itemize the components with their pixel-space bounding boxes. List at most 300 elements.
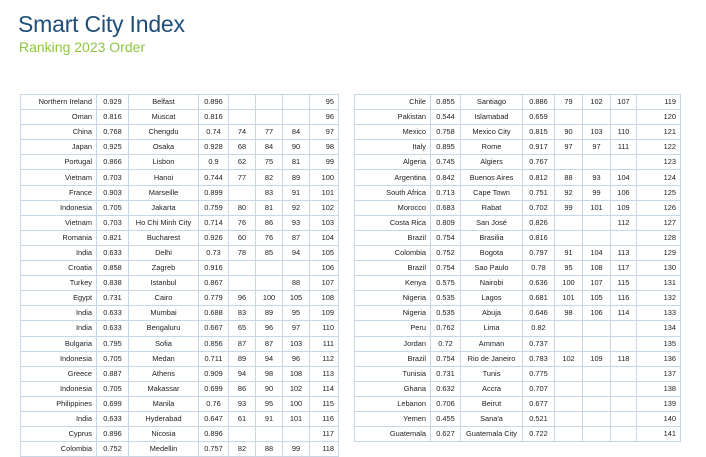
- score-a-cell: [555, 110, 583, 125]
- city-index-cell: 0.699: [199, 381, 229, 396]
- country-cell: Indonesia: [21, 351, 97, 366]
- score-b-cell: 95: [256, 396, 283, 411]
- table-row: [21, 215, 339, 230]
- city-cell: Bengaluru: [129, 321, 199, 336]
- table-row: [355, 291, 681, 306]
- rank-cell: 136: [637, 351, 681, 366]
- city-cell: Sao Paulo: [461, 261, 523, 276]
- city-index-cell: 0.76: [199, 396, 229, 411]
- score-a-cell: [229, 185, 256, 200]
- score-a-cell: [555, 155, 583, 170]
- country-cell: China: [21, 125, 97, 140]
- rank-cell: 106: [310, 261, 339, 276]
- country-index-cell: 0.705: [97, 200, 129, 215]
- country-index-cell: 0.705: [97, 351, 129, 366]
- score-a-cell: [555, 321, 583, 336]
- country-cell: Philippines: [21, 396, 97, 411]
- country-cell: Lebanon: [355, 396, 431, 411]
- ranking-table-left: [20, 94, 339, 457]
- score-a-cell: 98: [555, 306, 583, 321]
- city-cell: Mexico City: [461, 125, 523, 140]
- country-index-cell: 0.455: [431, 411, 461, 426]
- country-index-cell: 0.896: [97, 427, 129, 442]
- city-index-cell: 0.707: [523, 381, 555, 396]
- score-c-cell: 90: [283, 140, 310, 155]
- city-cell: San José: [461, 215, 523, 230]
- rank-cell: 104: [310, 230, 339, 245]
- table-row: [355, 185, 681, 200]
- table-row: [355, 95, 681, 110]
- table-row: [355, 170, 681, 185]
- score-a-cell: 88: [555, 170, 583, 185]
- country-index-cell: 0.535: [431, 291, 461, 306]
- rank-cell: 115: [310, 396, 339, 411]
- rank-cell: 131: [637, 276, 681, 291]
- city-cell: Chengdu: [129, 125, 199, 140]
- city-cell: Brasilia: [461, 230, 523, 245]
- rank-cell: 120: [637, 110, 681, 125]
- rank-cell: 108: [310, 291, 339, 306]
- country-index-cell: 0.699: [97, 396, 129, 411]
- score-c-cell: [283, 261, 310, 276]
- city-index-cell: 0.816: [199, 110, 229, 125]
- country-index-cell: 0.809: [431, 215, 461, 230]
- table-row: [355, 245, 681, 260]
- rank-cell: 125: [637, 185, 681, 200]
- city-index-cell: 0.867: [199, 276, 229, 291]
- rank-cell: 96: [310, 110, 339, 125]
- table-row: [21, 427, 339, 442]
- city-index-cell: 0.896: [199, 95, 229, 110]
- city-cell: Sana'a: [461, 411, 523, 426]
- city-index-cell: 0.759: [199, 200, 229, 215]
- country-cell: India: [21, 411, 97, 426]
- table-row: [355, 200, 681, 215]
- score-b-cell: 94: [256, 351, 283, 366]
- score-b-cell: 88: [256, 442, 283, 457]
- city-index-cell: 0.896: [199, 427, 229, 442]
- table-row: [355, 336, 681, 351]
- table-row: [355, 306, 681, 321]
- score-b-cell: [256, 276, 283, 291]
- country-cell: Romania: [21, 230, 97, 245]
- table-row: [21, 396, 339, 411]
- rank-cell: 99: [310, 155, 339, 170]
- score-c-cell: 108: [283, 366, 310, 381]
- city-cell: Manila: [129, 396, 199, 411]
- city-cell: Ho Chi Minh City: [129, 215, 199, 230]
- rank-cell: 102: [310, 200, 339, 215]
- table-row: [21, 351, 339, 366]
- score-a-cell: 95: [555, 261, 583, 276]
- country-index-cell: 0.866: [97, 155, 129, 170]
- score-b-cell: [256, 261, 283, 276]
- city-cell: Athens: [129, 366, 199, 381]
- score-a-cell: 89: [229, 351, 256, 366]
- city-cell: Rio de Janeiro: [461, 351, 523, 366]
- city-cell: Hanoi: [129, 170, 199, 185]
- table-row: [21, 245, 339, 260]
- score-b-cell: 83: [256, 185, 283, 200]
- country-cell: India: [21, 306, 97, 321]
- score-c-cell: [611, 396, 637, 411]
- score-b-cell: [583, 396, 611, 411]
- city-cell: Amman: [461, 336, 523, 351]
- city-index-cell: 0.917: [523, 140, 555, 155]
- table-row: [355, 140, 681, 155]
- country-cell: Turkey: [21, 276, 97, 291]
- city-cell: Rome: [461, 140, 523, 155]
- rank-cell: 121: [637, 125, 681, 140]
- score-a-cell: [555, 215, 583, 230]
- city-index-cell: 0.737: [523, 336, 555, 351]
- score-b-cell: 106: [583, 306, 611, 321]
- city-index-cell: 0.816: [523, 230, 555, 245]
- score-b-cell: [256, 95, 283, 110]
- table-row: [21, 276, 339, 291]
- score-c-cell: 101: [283, 411, 310, 426]
- table-row: [355, 261, 681, 276]
- score-c-cell: 118: [611, 351, 637, 366]
- city-cell: Santiago: [461, 95, 523, 110]
- city-index-cell: 0.78: [523, 261, 555, 276]
- country-cell: Costa Rica: [355, 215, 431, 230]
- rank-cell: 113: [310, 366, 339, 381]
- country-index-cell: 0.762: [431, 321, 461, 336]
- score-c-cell: [611, 411, 637, 426]
- rank-cell: 124: [637, 170, 681, 185]
- country-index-cell: 0.754: [431, 351, 461, 366]
- country-index-cell: 0.754: [431, 230, 461, 245]
- city-cell: Rabat: [461, 200, 523, 215]
- rank-cell: 127: [637, 215, 681, 230]
- page-subtitle: Ranking 2023 Order: [19, 39, 146, 55]
- city-cell: Bucharest: [129, 230, 199, 245]
- rank-cell: 126: [637, 200, 681, 215]
- country-index-cell: 0.752: [97, 442, 129, 457]
- score-b-cell: 82: [256, 170, 283, 185]
- city-cell: Delhi: [129, 245, 199, 260]
- rank-cell: 114: [310, 381, 339, 396]
- score-c-cell: 110: [611, 125, 637, 140]
- score-a-cell: [229, 95, 256, 110]
- country-index-cell: 0.855: [431, 95, 461, 110]
- city-index-cell: 0.647: [199, 411, 229, 426]
- score-b-cell: 101: [583, 200, 611, 215]
- score-a-cell: 91: [555, 245, 583, 260]
- country-cell: Nigeria: [355, 306, 431, 321]
- score-c-cell: [611, 155, 637, 170]
- city-index-cell: 0.812: [523, 170, 555, 185]
- table-row: [355, 351, 681, 366]
- score-a-cell: 102: [555, 351, 583, 366]
- score-c-cell: [283, 110, 310, 125]
- score-c-cell: 94: [283, 245, 310, 260]
- score-a-cell: [555, 396, 583, 411]
- city-index-cell: 0.928: [199, 140, 229, 155]
- country-cell: Colombia: [21, 442, 97, 457]
- table-row: [355, 110, 681, 125]
- table-row: [21, 381, 339, 396]
- city-cell: Medan: [129, 351, 199, 366]
- table-row: [21, 140, 339, 155]
- score-c-cell: 117: [611, 261, 637, 276]
- city-cell: Nicosia: [129, 427, 199, 442]
- score-b-cell: 97: [583, 140, 611, 155]
- country-index-cell: 0.633: [97, 321, 129, 336]
- country-index-cell: 0.575: [431, 276, 461, 291]
- table-row: [355, 276, 681, 291]
- city-index-cell: 0.711: [199, 351, 229, 366]
- score-c-cell: 113: [611, 245, 637, 260]
- country-index-cell: 0.683: [431, 200, 461, 215]
- score-b-cell: 90: [256, 381, 283, 396]
- city-cell: Guatemala City: [461, 427, 523, 442]
- score-c-cell: [611, 366, 637, 381]
- country-cell: Algeria: [355, 155, 431, 170]
- score-a-cell: 78: [229, 245, 256, 260]
- country-cell: Tunisia: [355, 366, 431, 381]
- score-a-cell: [555, 411, 583, 426]
- table-row: [355, 321, 681, 336]
- score-c-cell: [283, 427, 310, 442]
- country-index-cell: 0.758: [431, 125, 461, 140]
- table-row: [21, 230, 339, 245]
- ranking-table-left-body: [21, 95, 339, 457]
- city-cell: Lisbon: [129, 155, 199, 170]
- score-c-cell: [611, 230, 637, 245]
- score-a-cell: [555, 336, 583, 351]
- rank-cell: 134: [637, 321, 681, 336]
- city-index-cell: 0.74: [199, 125, 229, 140]
- country-cell: Argentina: [355, 170, 431, 185]
- score-a-cell: 87: [229, 336, 256, 351]
- rank-cell: 97: [310, 125, 339, 140]
- city-cell: Beirut: [461, 396, 523, 411]
- rank-cell: 101: [310, 185, 339, 200]
- city-cell: Sofia: [129, 336, 199, 351]
- city-index-cell: 0.667: [199, 321, 229, 336]
- city-cell: Lima: [461, 321, 523, 336]
- score-b-cell: [256, 110, 283, 125]
- city-index-cell: 0.909: [199, 366, 229, 381]
- rank-cell: 98: [310, 140, 339, 155]
- rank-cell: 111: [310, 336, 339, 351]
- city-cell: Nairobi: [461, 276, 523, 291]
- score-a-cell: 62: [229, 155, 256, 170]
- city-index-cell: 0.646: [523, 306, 555, 321]
- ranking-table-right: [354, 94, 681, 442]
- score-a-cell: 96: [229, 291, 256, 306]
- score-c-cell: [611, 110, 637, 125]
- ranking-table-right-body: [355, 95, 681, 442]
- score-b-cell: 76: [256, 230, 283, 245]
- city-cell: Cape Town: [461, 185, 523, 200]
- rank-cell: 105: [310, 245, 339, 260]
- table-row: [21, 170, 339, 185]
- score-c-cell: 84: [283, 125, 310, 140]
- city-index-cell: 0.779: [199, 291, 229, 306]
- rank-cell: 103: [310, 215, 339, 230]
- country-cell: Brazil: [355, 261, 431, 276]
- country-cell: Croatia: [21, 261, 97, 276]
- country-index-cell: 0.633: [97, 245, 129, 260]
- score-b-cell: 109: [583, 351, 611, 366]
- country-cell: Chile: [355, 95, 431, 110]
- table-row: [21, 321, 339, 336]
- country-index-cell: 0.703: [97, 170, 129, 185]
- score-c-cell: 106: [611, 185, 637, 200]
- score-c-cell: 81: [283, 155, 310, 170]
- score-a-cell: [555, 381, 583, 396]
- country-cell: Morocco: [355, 200, 431, 215]
- score-c-cell: 96: [283, 351, 310, 366]
- score-c-cell: 112: [611, 215, 637, 230]
- score-a-cell: 93: [229, 396, 256, 411]
- city-index-cell: 0.767: [523, 155, 555, 170]
- table-row: [21, 261, 339, 276]
- table-row: [21, 366, 339, 381]
- table-row: [21, 185, 339, 200]
- city-cell: Bogota: [461, 245, 523, 260]
- score-c-cell: 103: [283, 336, 310, 351]
- city-cell: Cairo: [129, 291, 199, 306]
- table-row: [21, 306, 339, 321]
- rank-cell: 133: [637, 306, 681, 321]
- score-b-cell: 84: [256, 140, 283, 155]
- score-b-cell: 104: [583, 245, 611, 260]
- city-index-cell: 0.751: [523, 185, 555, 200]
- country-cell: South Africa: [355, 185, 431, 200]
- score-c-cell: 115: [611, 276, 637, 291]
- rank-cell: 116: [310, 411, 339, 426]
- score-a-cell: 74: [229, 125, 256, 140]
- score-a-cell: [555, 427, 583, 442]
- country-cell: Peru: [355, 321, 431, 336]
- score-c-cell: 116: [611, 291, 637, 306]
- city-cell: Medellin: [129, 442, 199, 457]
- score-c-cell: 97: [283, 321, 310, 336]
- table-row: [355, 366, 681, 381]
- score-b-cell: 77: [256, 125, 283, 140]
- city-index-cell: 0.714: [199, 215, 229, 230]
- country-index-cell: 0.632: [431, 381, 461, 396]
- table-row: [355, 155, 681, 170]
- city-index-cell: 0.916: [199, 261, 229, 276]
- score-b-cell: 87: [256, 336, 283, 351]
- city-index-cell: 0.797: [523, 245, 555, 260]
- score-b-cell: [583, 336, 611, 351]
- country-cell: Egypt: [21, 291, 97, 306]
- country-index-cell: 0.895: [431, 140, 461, 155]
- table-row: [355, 396, 681, 411]
- score-b-cell: 75: [256, 155, 283, 170]
- country-cell: Indonesia: [21, 200, 97, 215]
- score-a-cell: 97: [555, 140, 583, 155]
- country-index-cell: 0.633: [97, 306, 129, 321]
- table-row: [355, 215, 681, 230]
- city-cell: Hyderabad: [129, 411, 199, 426]
- table-row: [355, 427, 681, 442]
- table-row: [21, 442, 339, 457]
- score-a-cell: [229, 427, 256, 442]
- score-b-cell: 103: [583, 125, 611, 140]
- rank-cell: 112: [310, 351, 339, 366]
- country-cell: Japan: [21, 140, 97, 155]
- country-index-cell: 0.705: [97, 381, 129, 396]
- country-cell: Northern Ireland: [21, 95, 97, 110]
- rank-cell: 117: [310, 427, 339, 442]
- score-b-cell: [583, 321, 611, 336]
- country-index-cell: 0.745: [431, 155, 461, 170]
- score-b-cell: [583, 155, 611, 170]
- country-cell: Ghana: [355, 381, 431, 396]
- country-cell: Guatemala: [355, 427, 431, 442]
- rank-cell: 109: [310, 306, 339, 321]
- score-a-cell: [555, 230, 583, 245]
- score-a-cell: 76: [229, 215, 256, 230]
- score-a-cell: 101: [555, 291, 583, 306]
- score-b-cell: [583, 427, 611, 442]
- country-cell: Pakistan: [355, 110, 431, 125]
- score-c-cell: 114: [611, 306, 637, 321]
- city-index-cell: 0.744: [199, 170, 229, 185]
- score-a-cell: 86: [229, 381, 256, 396]
- score-a-cell: 90: [555, 125, 583, 140]
- score-a-cell: 61: [229, 411, 256, 426]
- country-index-cell: 0.633: [97, 411, 129, 426]
- score-c-cell: 100: [283, 396, 310, 411]
- city-index-cell: 0.815: [523, 125, 555, 140]
- table-row: [21, 291, 339, 306]
- score-a-cell: [229, 261, 256, 276]
- country-index-cell: 0.706: [431, 396, 461, 411]
- city-index-cell: 0.783: [523, 351, 555, 366]
- city-index-cell: 0.826: [523, 215, 555, 230]
- country-index-cell: 0.903: [97, 185, 129, 200]
- score-a-cell: 79: [555, 95, 583, 110]
- country-cell: India: [21, 321, 97, 336]
- score-b-cell: [583, 381, 611, 396]
- rank-cell: 138: [637, 381, 681, 396]
- country-index-cell: 0.768: [97, 125, 129, 140]
- table-row: [21, 95, 339, 110]
- score-a-cell: 99: [555, 200, 583, 215]
- table-row: [21, 125, 339, 140]
- country-index-cell: 0.925: [97, 140, 129, 155]
- score-b-cell: 100: [256, 291, 283, 306]
- country-cell: Colombia: [355, 245, 431, 260]
- city-cell: Islamabad: [461, 110, 523, 125]
- table-row: [21, 200, 339, 215]
- country-index-cell: 0.713: [431, 185, 461, 200]
- score-b-cell: [256, 427, 283, 442]
- score-a-cell: [555, 366, 583, 381]
- score-a-cell: 82: [229, 442, 256, 457]
- score-c-cell: 99: [283, 442, 310, 457]
- city-cell: Osaka: [129, 140, 199, 155]
- rank-cell: 100: [310, 170, 339, 185]
- country-cell: Oman: [21, 110, 97, 125]
- score-c-cell: 93: [283, 215, 310, 230]
- score-c-cell: 89: [283, 170, 310, 185]
- country-index-cell: 0.544: [431, 110, 461, 125]
- country-cell: Bulgaria: [21, 336, 97, 351]
- city-index-cell: 0.73: [199, 245, 229, 260]
- score-c-cell: [611, 381, 637, 396]
- country-cell: Indonesia: [21, 381, 97, 396]
- score-b-cell: [583, 230, 611, 245]
